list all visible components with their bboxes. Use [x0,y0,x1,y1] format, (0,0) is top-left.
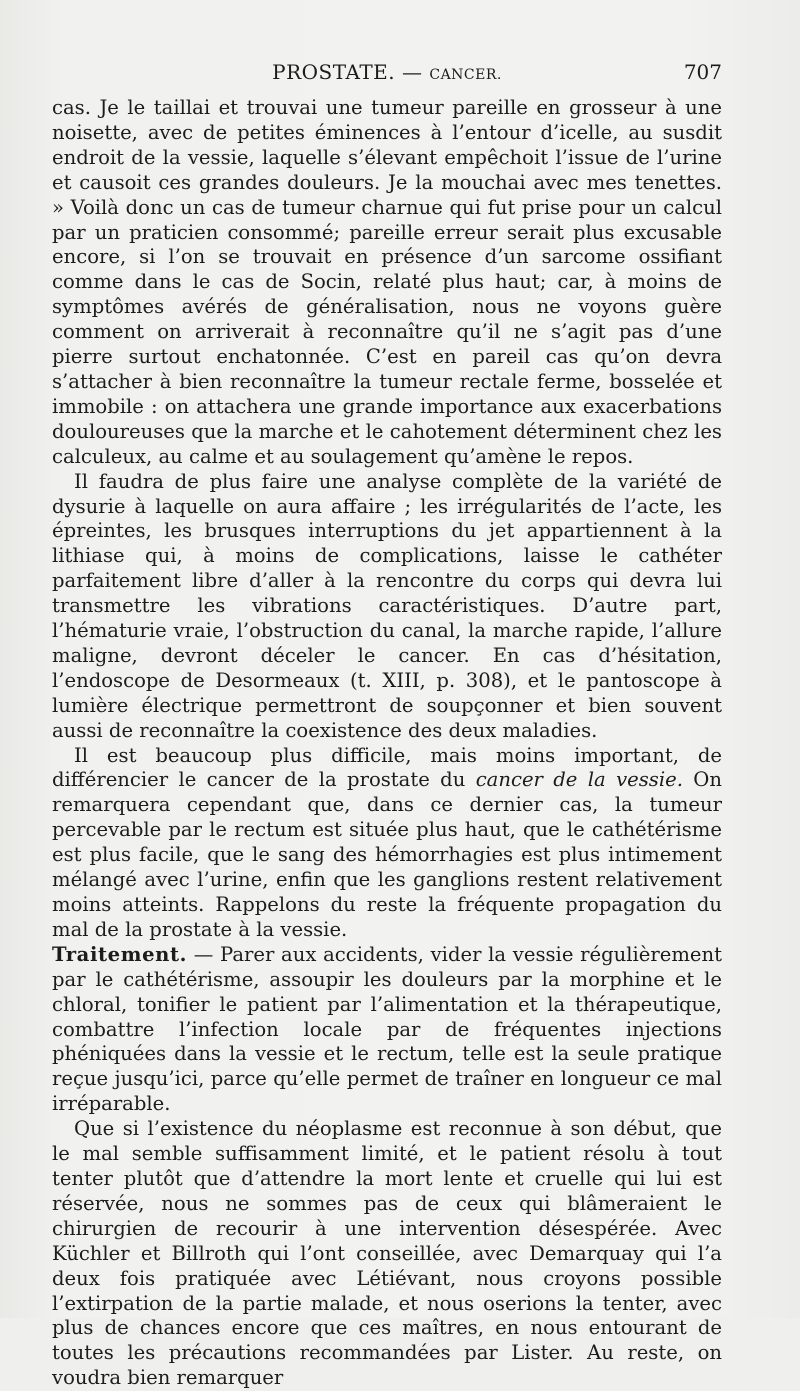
paragraph-5: Que si l’existence du néoplasme est reconnue à son début, que le mal semble suffisamment limité, et le patient résolu à tout tenter plutôt que d’attendre la mort lente et cruelle qui lui est réservée, nous ne sommes pas de ceux qui blâmeraient le chirurgien de recourir à une intervention désespérée. Avec Küchler et Billroth qui l’ont conseillée, avec Demarquay qui l’a deux fois pratiquée avec Létiévant, nous croyons possible l’extirpation de la partie malade, et nous oserions la tenter, avec plus de chances encore que ces maîtres, en nous entourant de toutes les précautions recommandées par Lister. Au reste, on voudra bien remarquer [52,1117,722,1390]
paragraph-2: Il faudra de plus faire une analyse complète de la variété de dysurie à laquelle on aura affaire ; les irrégularités de l’acte, les épreintes, les brusques interruptions du jet appartiennent à la lithiase qui, à moins de complications, laisse le cathéter parfaitement libre d’aller à la rencontre du corps qui devra lui transmettre les vibrations caractéristiques. D’autre part, l’hématurie vraie, l’obstruction du canal, la marche rapide, l’allure maligne, devront déceler le cancer. En cas d’hésitation, l’endoscope de Desormeaux (t. XIII, p. 308), et le pantoscope à lumière électrique permettront de soupçonner et bien souvent aussi de reconnaître la coexistence des deux maladies. [52,469,722,742]
paragraph-4-text: — Parer aux accidents, vider la vessie régulièrement par le cathétérisme, assoupir les douleurs par la morphine et le chloral, tonifier le patient par l’alimentation et la thérapeutique, combattre l’infection locale par de fréquentes injections phéniquées dans la vessie et le rectum, telle est la seule pratique reçue jusqu’ici, parce qu’elle permet de traîner en longueur ce mal irréparable. [52,942,722,1116]
running-title [52,60,722,84]
section-heading: Traitement. [52,942,188,966]
body-text [52,96,722,1391]
page-number: 707 [683,60,722,84]
paragraph-3-start: Il est beaucoup plus difficile, mais moins important, de différencier le cancer de la prostate du [52,743,722,792]
title-sub: CANCER. [429,67,502,83]
paragraph-3 [52,744,722,943]
paragraph-1: cas. Je le taillai et trouvai une tumeur pareille en grosseur à une noisette, avec de petites éminences à l’entour d’icelle, au susdit endroit de la vessie, laquelle s’élevant empêchoit l’issue de l’urine et causoit ces grandes douleurs. Je la mouchai avec mes tenettes. » Voilà donc un cas de tumeur charnue qui fut prise pour un calcul par un praticien consommé; pareille erreur serait plus excusable encore, si l’on se trouvait en présence d’un sarcome ossifiant comme dans le cas de Socin, relaté plus haut; car, à moins de symptômes avérés de généralisation, nous ne voyons guère comment on arriverait à reconnaître qu’il ne s’agit pas d’une pierre surtout enchatonnée. C’est en pareil cas qu’on devra s’attacher à bien reconnaître la tumeur rectale ferme, bosselée et immobile : on attachera une grande importance aux exacerbations douloureuses que la marche et le cahotement déterminent chez les calculeux, au calme et au soulagement qu’amène le repos. [52,96,722,468]
title-main: PROSTATE. — [272,60,423,84]
italic-term: cancer de la vessie. [475,768,683,792]
paragraph-3-end: On remarquera cependant que, dans ce dernier cas, la tumeur percevable par le rectum est située plus haut, que le cathétérisme est plus facile, que le sang des hémorrhagies est plus intimement mélangé avec l’urine, enfin que les ganglions restent relativement moins atteints. Rappelons du reste la fréquente propagation du mal de la prostate à la vessie. [52,768,722,941]
paragraph-4 [52,943,722,1117]
running-header [52,60,722,88]
